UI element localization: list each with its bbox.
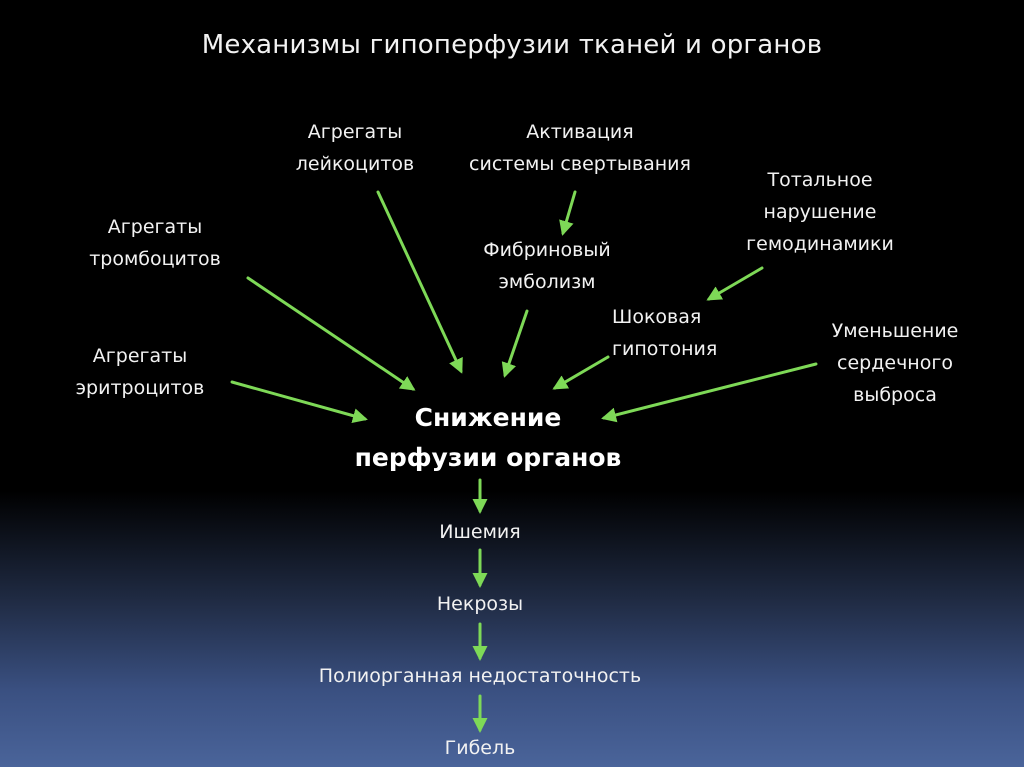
node-reduced-perfusion: Снижение перфузии органов	[354, 403, 622, 472]
node-shock-hypotension: Шоковая гипотония	[612, 306, 718, 360]
arrow-hemodynamics-to-shock	[709, 268, 762, 299]
arrow-shock	[555, 357, 608, 388]
node-necrosis: Некрозы	[436, 593, 524, 615]
node-death: Гибель	[444, 737, 516, 759]
node-multiorgan-failure: Полиорганная недостаточность	[318, 665, 642, 687]
arrow-leukocytes	[378, 192, 461, 371]
node-cardiac-output: Уменьшение сердечного выброса	[831, 320, 959, 406]
node-ischemia: Ишемия	[439, 521, 521, 543]
slide-title: Механизмы гипоперфузии тканей и органов	[201, 30, 823, 60]
node-erythrocyte-aggregates: Агрегаты эритроцитов	[75, 345, 205, 399]
arrow-cardiac-output	[604, 364, 816, 418]
arrow-fibrin	[505, 311, 527, 375]
node-leukocyte-aggregates: Агрегаты лейкоцитов	[295, 121, 415, 175]
arrow-erythrocytes	[232, 382, 365, 419]
node-coagulation-activation: Активация системы свертывания	[469, 121, 691, 175]
arrow-coagulation-to-fibrin	[563, 192, 575, 233]
node-total-hemodynamics: Тотальное нарушение гемодинамики	[746, 169, 894, 255]
node-fibrin-embolism: Фибриновый эмболизм	[483, 239, 611, 293]
arrow-platelets	[248, 278, 413, 389]
node-platelet-aggregates: Агрегаты тромбоцитов	[89, 216, 221, 270]
